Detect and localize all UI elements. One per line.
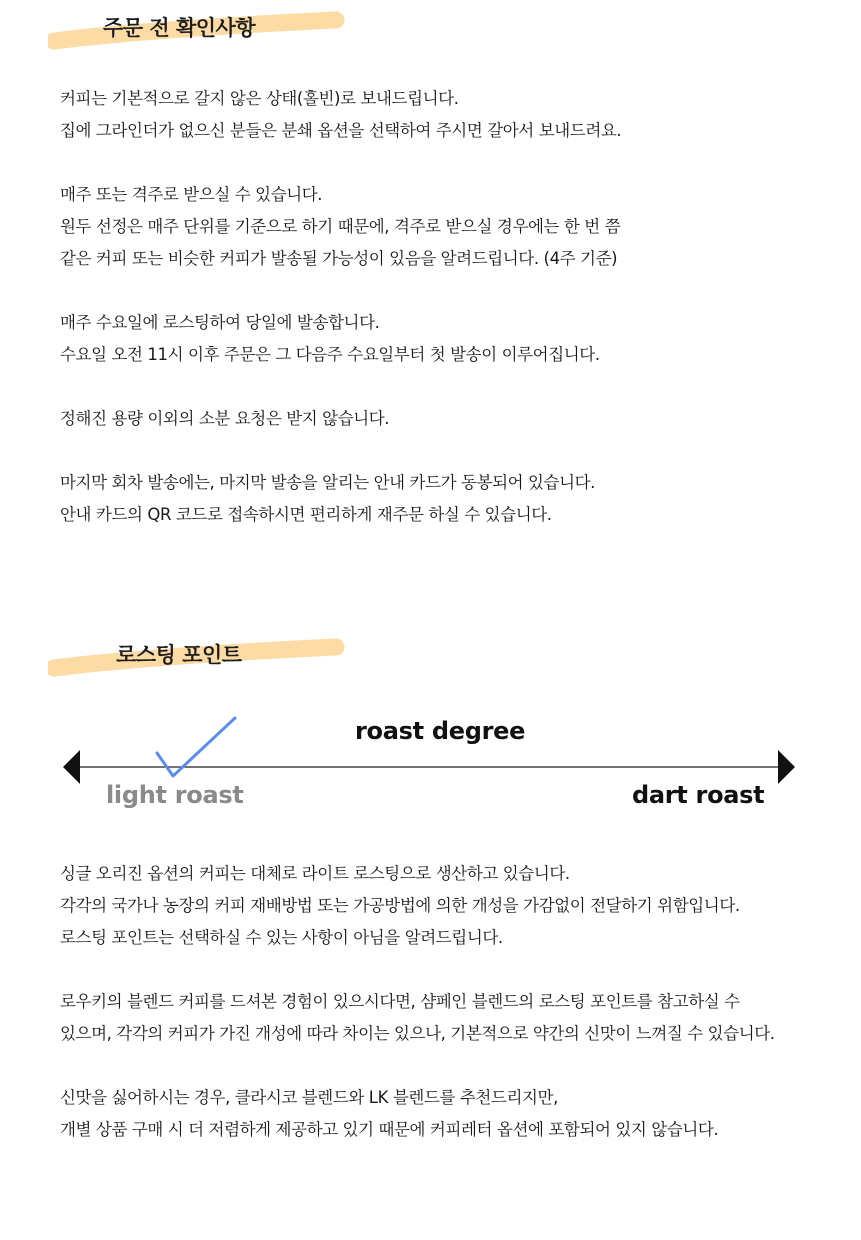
order-notice-para-5	[60, 467, 595, 531]
text-line: 같은 커피 또는 비슷한 커피가 발송될 가능성이 있음을 알려드립니다. (4주 기준)	[60, 249, 618, 268]
order-notice-para-3	[60, 307, 600, 371]
text-line: 수요일 오전 11시 이후 주문은 그 다음주 수요일부터 첫 발송이 이루어집니다.	[60, 345, 600, 364]
text-line: 로스팅 포인트는 선택하실 수 있는 사항이 아님을 알려드립니다.	[60, 928, 503, 947]
text-line: 정해진 용량 이외의 소분 요청은 받지 않습니다.	[60, 409, 390, 428]
left-arrow-icon	[63, 750, 80, 784]
text-line: 원두 선정은 매주 단위를 기준으로 하기 때문에, 격주로 받으실 경우에는 한 번 쯤	[60, 217, 621, 236]
text-line: 커피는 기본적으로 갈지 않은 상태(홀빈)로 보내드립니다.	[60, 89, 459, 108]
roasting-point-title: 로스팅 포인트	[116, 643, 242, 667]
light-roast-label: light roast	[106, 781, 244, 809]
roasting-para-1	[60, 858, 740, 954]
order-notice-para-2	[60, 179, 620, 275]
roasting-para-3	[60, 1082, 718, 1146]
order-notice-title: 주문 전 확인사항	[103, 16, 256, 40]
order-notice-para-1	[60, 83, 621, 147]
text-line: 안내 카드의 QR 코드로 접속하시면 편리하게 재주문 하실 수 있습니다.	[60, 505, 552, 524]
order-notice-para-4	[60, 403, 389, 435]
text-line: 매주 또는 격주로 받으실 수 있습니다.	[60, 185, 323, 204]
text-line: 개별 상품 구매 시 더 저렴하게 제공하고 있기 때문에 커피레터 옵션에 포함되어 있지 않습니다.	[60, 1120, 719, 1139]
text-line: 집에 그라인더가 없으신 분들은 분쇄 옵션을 선택하여 주시면 갈아서 보내드려요.	[60, 121, 622, 140]
text-line: 매주 수요일에 로스팅하여 당일에 발송합니다.	[60, 313, 380, 332]
order-notice-heading	[48, 8, 348, 52]
right-arrow-icon	[778, 750, 795, 784]
text-line: 마지막 회차 발송에는, 마지막 발송을 알리는 안내 카드가 동봉되어 있습니다.	[60, 473, 596, 492]
roasting-para-2	[60, 986, 775, 1050]
roasting-point-heading	[48, 635, 348, 679]
text-line: 싱글 오리진 옵션의 커피는 대체로 라이트 로스팅으로 생산하고 있습니다.	[60, 864, 570, 883]
dark-roast-label: dart roast	[632, 781, 765, 809]
text-line: 신맛을 싫어하시는 경우, 클라시코 블렌드와 LK 블렌드를 추천드리지만,	[60, 1088, 558, 1107]
roast-degree-scale	[0, 700, 861, 830]
text-line: 로우키의 블렌드 커피를 드셔본 경험이 있으시다면, 샴페인 블렌드의 로스팅 포인트를 참고하실 수	[60, 992, 740, 1011]
roast-degree-title: roast degree	[355, 717, 526, 745]
text-line: 각각의 국가나 농장의 커피 재배방법 또는 가공방법에 의한 개성을 가감없이 전달하기 위함입니다.	[60, 896, 740, 915]
text-line: 있으며, 각각의 커피가 가진 개성에 따라 차이는 있으나, 기본적으로 약간의 신맛이 느껴질 수 있습니다.	[60, 1024, 775, 1043]
